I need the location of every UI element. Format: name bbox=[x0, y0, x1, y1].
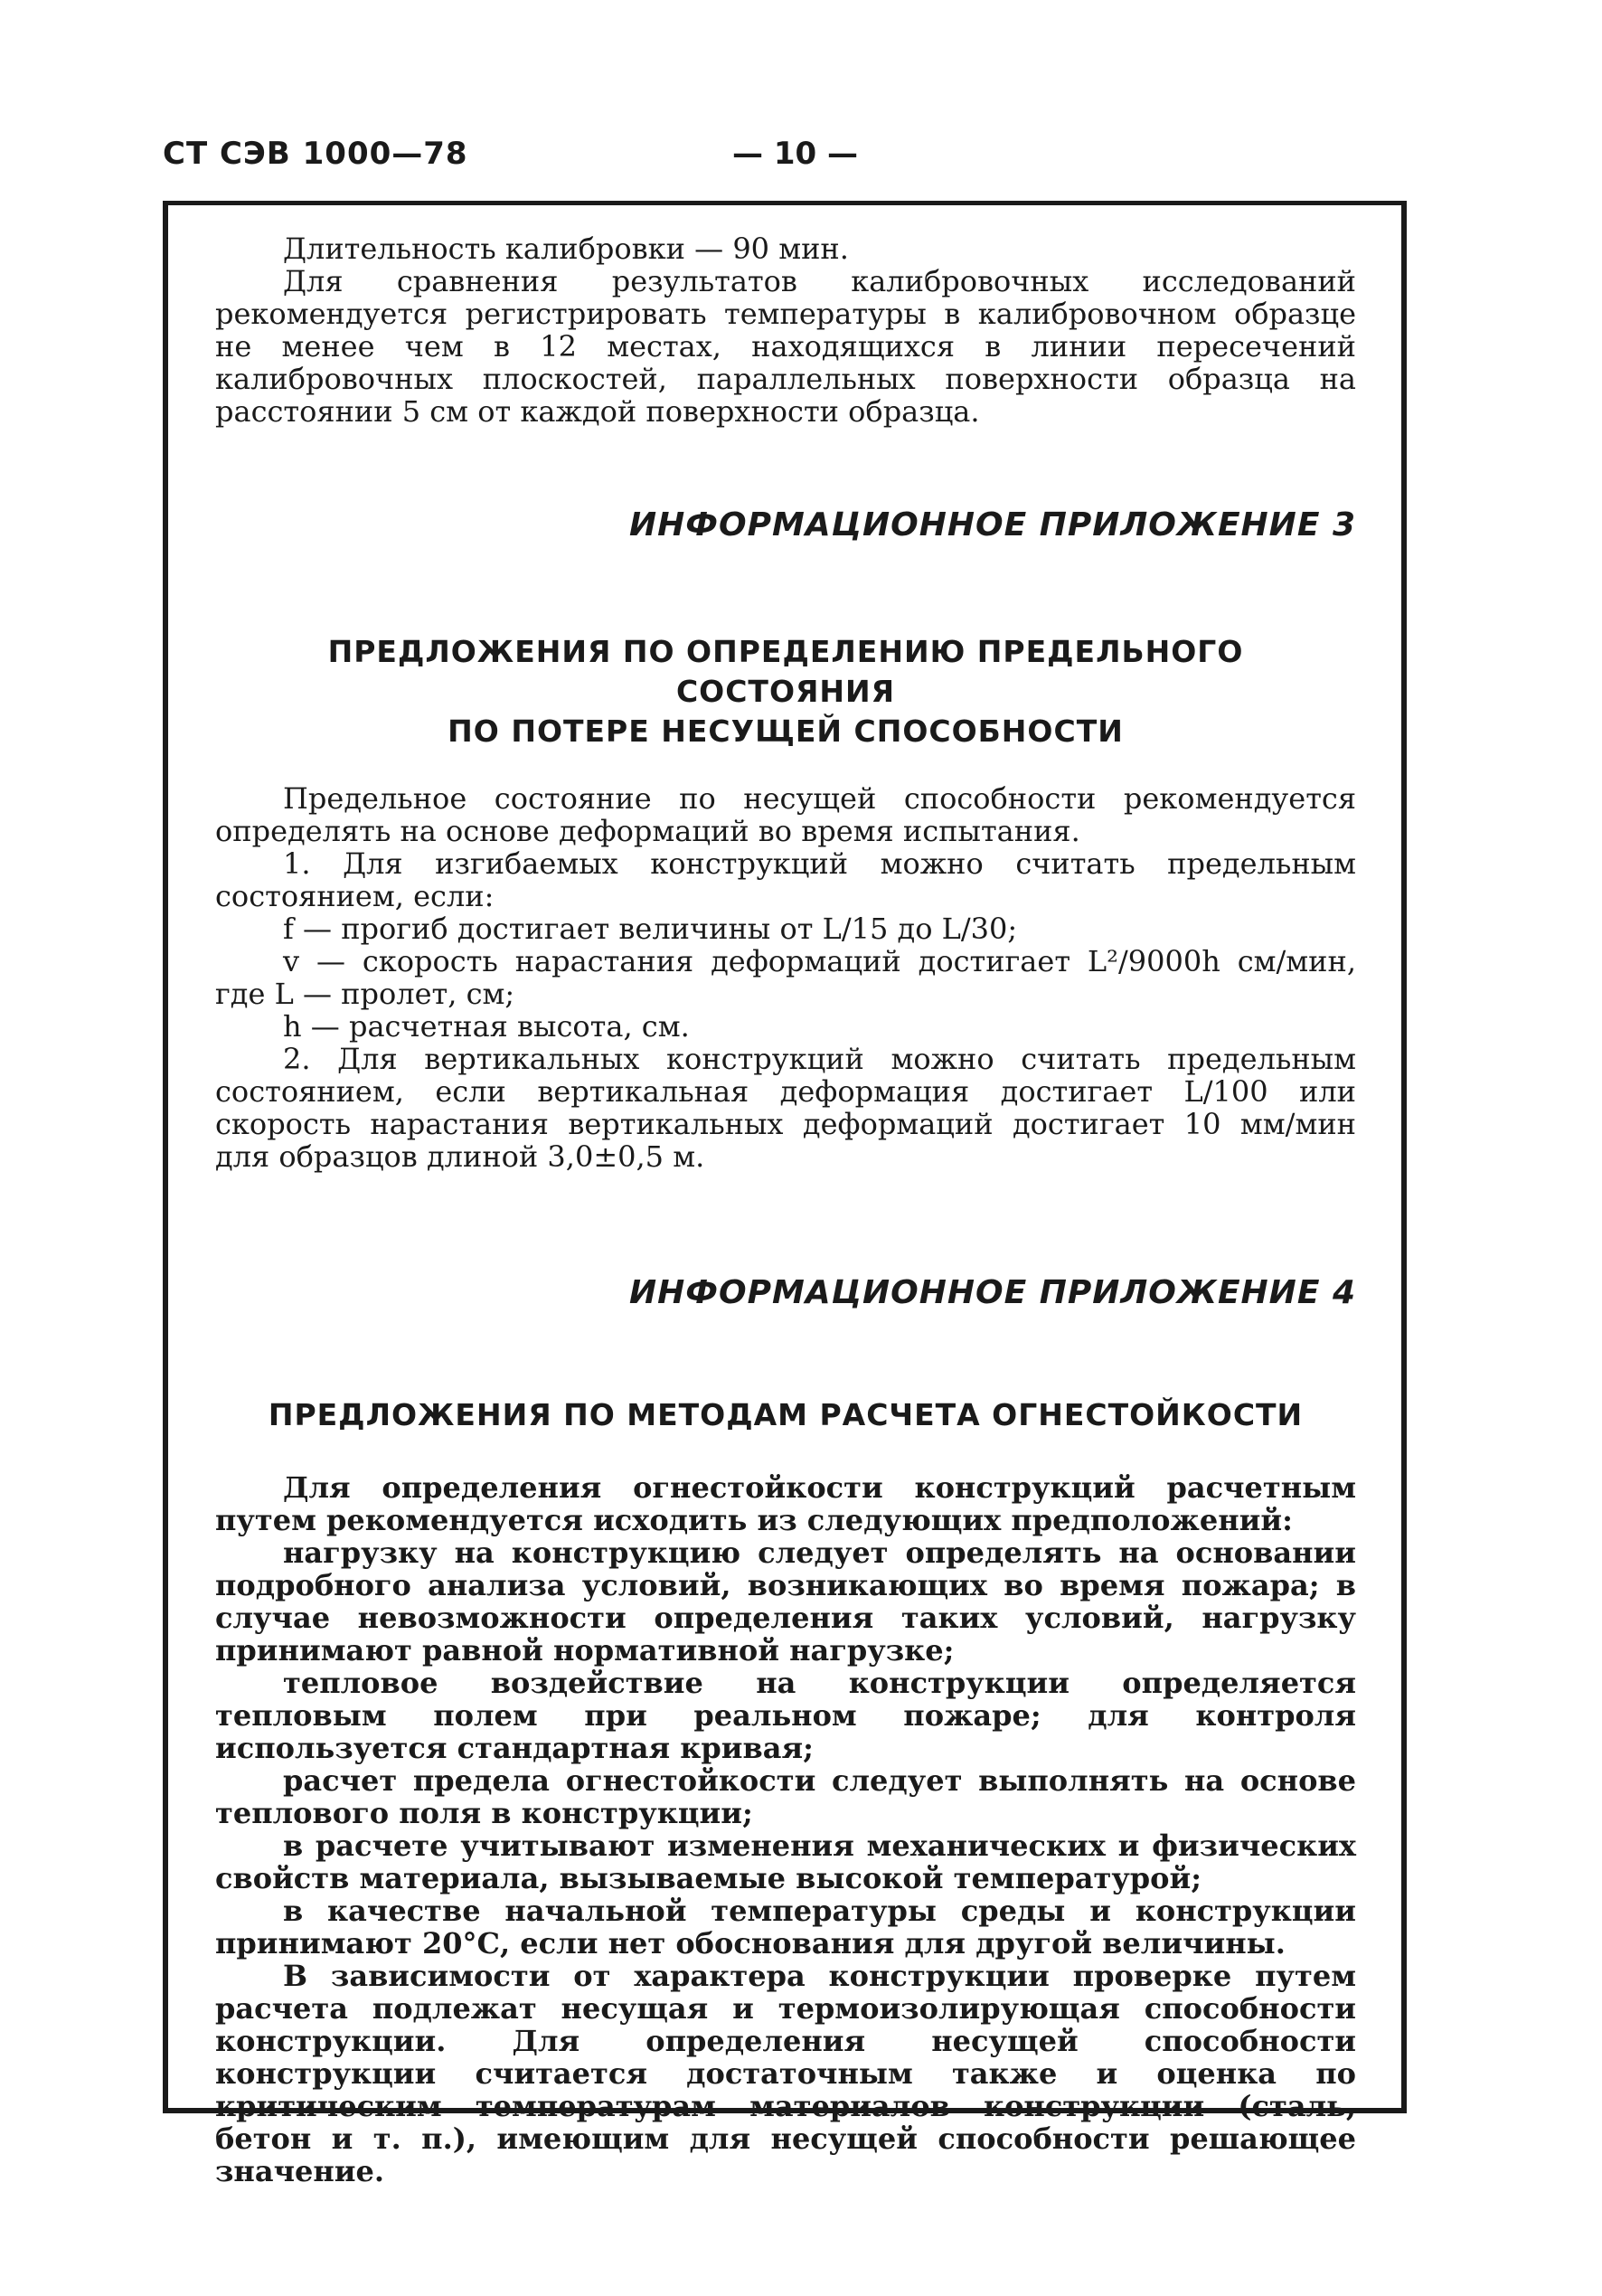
appendix-4-paragraph: расчет предела огнестойкости следует выполнять на основе теплового поля в конструкции; bbox=[215, 1763, 1356, 1830]
appendix-4-body bbox=[215, 1471, 1356, 2187]
appendix-4 bbox=[215, 1274, 1356, 2188]
appendix-3-paragraph: h — расчетная высота, см. bbox=[283, 1009, 690, 1044]
appendix-4-label: ИНФОРМАЦИОННОЕ ПРИЛОЖЕНИЕ 4 bbox=[629, 1274, 1356, 1311]
standard-code: СТ СЭВ 1000—78 bbox=[163, 136, 468, 172]
appendix-3-title-line1: ПРЕДЛОЖЕНИЯ ПО ОПРЕДЕЛЕНИЮ ПРЕДЕЛЬНОГО СОСТОЯНИЯ bbox=[327, 634, 1244, 709]
appendix-3-paragraph: f — прогиб достигает величины от L/15 до L/30; bbox=[283, 912, 1018, 946]
appendix-4-paragraph: нагрузку на конструкцию следует определять на основании подробного анализа условий, возникающих во время пожара; в случае невозможности определения таких условий, нагрузку принимают равной нормативной нагрузке; bbox=[215, 1535, 1356, 1668]
appendix-3 bbox=[215, 506, 1356, 1174]
appendix-4-paragraph: в расчете учитывают изменения механических и физических свойств материала, вызываемые высокой температурой; bbox=[215, 1828, 1356, 1895]
appendix-3-paragraph: 1. Для изгибаемых конструкций можно считать предельным состоянием, если: bbox=[215, 846, 1356, 913]
calibration-duration: Длительность калибровки — 90 мин. bbox=[283, 231, 849, 266]
appendix-4-paragraph: в качестве начальной температуры среды и конструкции принимают 20°С, если нет обоснования для другой величины. bbox=[215, 1894, 1356, 1961]
appendix-4-paragraph: тепловое воздействие на конструкции определяется тепловым полем при реальном пожаре; для контроля используется стандартная кривая; bbox=[215, 1666, 1356, 1765]
appendix-3-title-line2: ПО ПОТЕРЕ НЕСУЩЕЙ СПОСОБНОСТИ bbox=[448, 713, 1124, 749]
appendix-4-title: ПРЕДЛОЖЕНИЯ ПО МЕТОДАМ РАСЧЕТА ОГНЕСТОЙКОСТИ bbox=[268, 1397, 1304, 1432]
page-frame bbox=[163, 201, 1407, 2188]
appendix-3-paragraph: Предельное состояние по несущей способности рекомендуется определять на основе деформаций во время испытания. bbox=[215, 781, 1356, 848]
page-header bbox=[163, 136, 1428, 190]
appendix-4-paragraph: Для определения огнестойкости конструкций расчетным путем рекомендуется исходить из следующих предположений: bbox=[215, 1470, 1356, 1537]
appendix-4-paragraph: В зависимости от характера конструкции проверке путем расчета подлежат несущая и термоизолирующая способности конструкции. Для определения несущей способности конструкции считается достаточным также и оценка по критическим температурам материалов конструкции (сталь, бетон и т. п.), имеющим для несущей способности решающее значение. bbox=[215, 1959, 1356, 2188]
appendix-3-paragraph: 2. Для вертикальных конструкций можно считать предельным состоянием, если вертикальная деформация достигает L/100 или скорость нарастания вертикальных деформаций достигает 10 мм/мин для образцов длиной 3,0±0,5 м. bbox=[215, 1042, 1356, 1174]
appendix-3-label: ИНФОРМАЦИОННОЕ ПРИЛОЖЕНИЕ 3 bbox=[629, 506, 1356, 543]
page-number: — 10 — bbox=[732, 136, 858, 172]
appendix-3-paragraph: v — скорость нарастания деформаций достигает L²/9000h см/мин, где L — пролет, см; bbox=[215, 944, 1356, 1011]
intro-section bbox=[215, 232, 1356, 428]
page-content bbox=[215, 232, 1356, 2187]
calibration-recommendation: Для сравнения результатов калибровочных исследований рекомендуется регистрировать температуры в калибровочном образце не менее чем в 12 местах, находящихся в линии пересечений калибровочных плоскостей, параллельных поверхности образца на расстоянии 5 см от каждой поверхности образца. bbox=[215, 264, 1356, 429]
